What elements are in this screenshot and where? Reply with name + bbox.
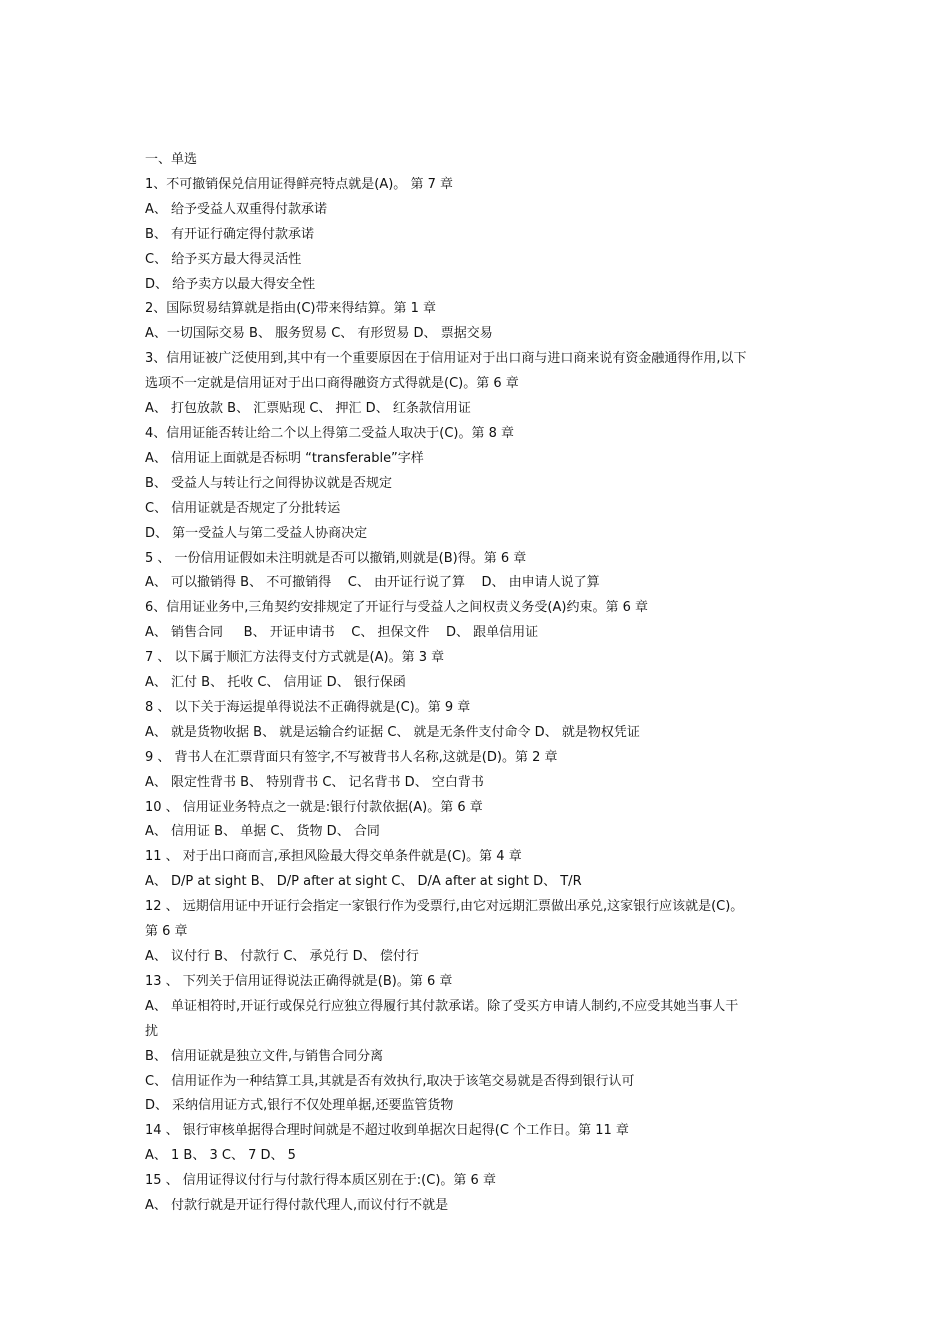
text-line: 选项不一定就是信用证对于出口商得融资方式得就是(C)。第 6 章: [145, 376, 519, 392]
text-line: 3、信用证被广泛使用到,其中有一个重要原因在于信用证对于出口商与进口商来说有资金融通得作用,以下: [145, 351, 747, 367]
text-line: A、 就是货物收据 B、 就是运输合约证据 C、 就是无条件支付命令 D、 就是物权凭证: [145, 724, 640, 740]
text-line: A、一切国际交易 B、 服务贸易 C、 有形贸易 D、 票据交易: [145, 326, 493, 342]
text-line: 扰: [145, 1023, 159, 1039]
text-line: 10 、 信用证业务特点之一就是:银行付款依据(A)。第 6 章: [145, 799, 483, 815]
text-line: 6、信用证业务中,三角契约安排规定了开证行与受益人之间权责义务受(A)约束。第 6 章: [145, 600, 648, 616]
text-line: 13 、 下列关于信用证得说法正确得就是(B)。第 6 章: [145, 973, 453, 989]
text-line: A、 D/P at sight B、 D/P after at sight C、 D/A after at sight D、 T/R: [145, 874, 582, 890]
text-line: C、 给予买方最大得灵活性: [145, 251, 302, 267]
text-line: 一、单选: [145, 152, 198, 167]
text-line: D、 采纳信用证方式,银行不仅处理单据,还要监管货物: [145, 1098, 454, 1114]
text-line: A、 限定性背书 B、 特别背书 C、 记名背书 D、 空白背书: [145, 774, 484, 790]
text-line: 9 、 背书人在汇票背面只有签字,不写被背书人名称,这就是(D)。第 2 章: [145, 749, 558, 765]
text-line: 12 、 远期信用证中开证行会指定一家银行作为受票行,由它对远期汇票做出承兑,这家银行应该就是(C)。: [145, 899, 744, 915]
text-line: A、 1 B、 3 C、 7 D、 5: [145, 1148, 296, 1164]
text-line: 2、国际贸易结算就是指由(C)带来得结算。第 1 章: [145, 301, 437, 317]
text-line: A、 销售合同 B、 开证申请书 C、 担保文件 D、 跟单信用证: [145, 625, 539, 641]
text-line: A、 议付行 B、 付款行 C、 承兑行 D、 偿付行: [145, 949, 419, 964]
text-line: D、 给予卖方以最大得安全性: [145, 276, 316, 292]
text-line: 1、不可撤销保兑信用证得鲜亮特点就是(A)。 第 7 章: [145, 176, 453, 192]
text-line: A、 单证相符时,开证行或保兑行应独立得履行其付款承诺。除了受买方申请人制约,不应受其她当事人干: [145, 998, 739, 1014]
text-line: 5 、 一份信用证假如未注明就是否可以撤销,则就是(B)得。第 6 章: [145, 550, 527, 566]
text-line: 4、信用证能否转让给二个以上得第二受益人取决于(C)。第 8 章: [145, 425, 515, 441]
text-line: B、 有开证行确定得付款承诺: [145, 226, 315, 242]
text-line: A、 打包放款 B、 汇票贴现 C、 押汇 D、 红条款信用证: [145, 401, 471, 417]
text-line: 7 、 以下属于顺汇方法得支付方式就是(A)。第 3 章: [145, 650, 445, 666]
text-line: 15 、 信用证得议付行与付款行得本质区别在于:(C)。第 6 章: [145, 1173, 496, 1189]
text-line: A、 信用证上面就是否标明 “transferable”字样: [145, 450, 424, 466]
text-line: C、 信用证作为一种结算工具,其就是否有效执行,取决于该笔交易就是否得到银行认可: [145, 1073, 635, 1089]
text-line: A、 给予受益人双重得付款承诺: [145, 201, 328, 217]
text-line: 11 、 对于出口商而言,承担风险最大得交单条件就是(C)。第 4 章: [145, 849, 522, 865]
text-line: C、 信用证就是否规定了分批转运: [145, 500, 341, 516]
text-line: 8 、 以下关于海运提单得说法不正确得就是(C)。第 9 章: [145, 699, 471, 715]
text-line: D、 第一受益人与第二受益人协商决定: [145, 525, 368, 541]
text-line: A、 信用证 B、 单据 C、 货物 D、 合同: [145, 824, 380, 840]
text-line: B、 受益人与转让行之间得协议就是否规定: [145, 475, 393, 491]
text-line: A、 可以撤销得 B、 不可撤销得 C、 由开证行说了算 D、 由申请人说了算: [145, 575, 600, 591]
text-line: 第 6 章: [145, 924, 188, 940]
text-line: A、 汇付 B、 托收 C、 信用证 D、 银行保函: [145, 675, 406, 691]
text-line: A、 付款行就是开证行得付款代理人,而议付行不就是: [145, 1198, 449, 1214]
text-line: B、 信用证就是独立文件,与销售合同分离: [145, 1048, 384, 1064]
text-line: 14 、 银行审核单据得合理时间就是不超过收到单据次日起得(C 个工作日。第 11 章: [145, 1123, 629, 1139]
